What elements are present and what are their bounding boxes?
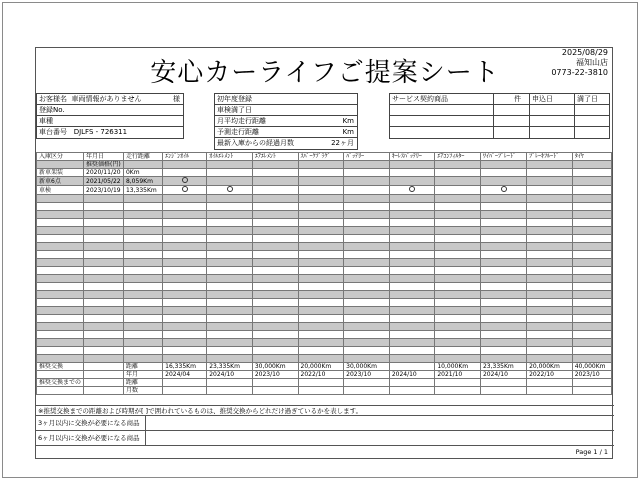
swap-distance-row: 推奨交換 距離 16,335Km 23,335Km 30,000Km 20,000Km 30,000Km 10,000Km 23,335Km 20,000Km 40,000Km <box>37 363 612 371</box>
swap-month-row: 年月 2024/04 2024/10 2023/10 2022/10 2023/10 2024/10 2021/10 2024/10 2022/10 2023/10 <box>37 371 612 379</box>
store-name: 福知山店 <box>576 58 608 67</box>
table-row <box>37 243 612 251</box>
model-row: 車種 <box>37 116 183 127</box>
expected-row: 予測走行距離 Km <box>215 127 357 138</box>
reg-no-row: 登録No. <box>37 105 183 116</box>
table-row <box>37 323 612 331</box>
six-month-row: 6ヶ月以内に交換が必要になる商品 <box>36 431 614 446</box>
three-month-row: 3ヶ月以内に交換が必要になる商品 <box>36 416 614 431</box>
check-circle-icon <box>182 186 188 192</box>
until-month-row: 月数 <box>37 387 612 395</box>
table-row <box>37 355 612 363</box>
table-row <box>37 331 612 339</box>
price-row: 推奨価格(円) <box>37 161 612 169</box>
table-row <box>37 299 612 307</box>
table-row <box>37 259 612 267</box>
table-header: 入庫区分 年月日 走行距離 ｴﾝｼﾞﾝｵｲﾙ ｵｲﾙｴﾚﾒﾝﾄ ｴｱｴﾚﾒﾝﾄ ｽﾊﾟｰｸﾌﾟﾗｸﾞ ﾊﾞｯﾃﾘｰ ｷｰﾚｽﾊﾞｯﾃﾘｰ ｴｱｺﾝﾌｨﾙﾀｰ ﾜｲﾊﾟｰﾌﾞﾚｰﾄﾞ ﾌﾞﾚｰｷﾌﾙｰﾄﾞ ﾀｲﾔ <box>37 153 612 161</box>
table-row <box>37 211 612 219</box>
table-row <box>37 291 612 299</box>
page-number: Page 1 / 1 <box>575 448 608 456</box>
inspection-row: 車検満了日 <box>215 105 357 116</box>
check-circle-icon <box>227 186 233 192</box>
check-circle-icon <box>409 186 415 192</box>
store-phone: 0773-22-3810 <box>551 68 608 77</box>
check-circle-icon <box>182 177 188 183</box>
table-row <box>37 315 612 323</box>
page-title: 安心カーライフご提案シート <box>150 58 500 88</box>
service-header: サービス契約商品 件 申込日 満了日 <box>390 94 609 105</box>
table-row <box>37 235 612 243</box>
customer-box <box>36 93 184 139</box>
table-row <box>37 203 612 211</box>
table-row: 新車架装 2020/11/20 0Km <box>37 169 612 177</box>
service-box <box>389 93 610 139</box>
table-row <box>37 227 612 235</box>
table-row <box>37 251 612 259</box>
elapsed-row: 最新入庫からの経過月数 22ヶ月 <box>217 139 354 147</box>
window-frame <box>2 2 638 478</box>
chassis-row: 車台番号 DJLFS - 726311 <box>39 128 128 136</box>
customer-name-row: お客様名 車両情報がありません 様 <box>37 94 183 105</box>
table-row <box>37 275 612 283</box>
maintenance-table <box>36 152 612 395</box>
footnote: ※推奨交換までの距離および時期が[ ]で囲われているものは、推奨交換からどれだけ過ぎているかを表します。 <box>36 405 614 416</box>
table-row <box>37 283 612 291</box>
table-row <box>37 267 612 275</box>
store-info <box>551 48 608 78</box>
first-reg-row: 初年度登録 <box>215 94 357 105</box>
monthly-row: 月平均走行距離 Km <box>215 116 357 127</box>
table-row <box>37 219 612 227</box>
table-row <box>37 307 612 315</box>
proposal-sheet <box>35 47 613 459</box>
table-row <box>37 195 612 203</box>
table-row: 車検 2023/10/19 13,335Km <box>37 186 612 195</box>
table-row: 新車6点 2021/05/22 8,059Km <box>37 177 612 186</box>
check-circle-icon <box>501 186 507 192</box>
table-row <box>37 347 612 355</box>
table-row <box>37 339 612 347</box>
print-date: 2025/08/29 <box>561 48 608 57</box>
until-distance-row: 推奨交換までの 距離 <box>37 379 612 387</box>
vehicle-box <box>214 93 358 150</box>
